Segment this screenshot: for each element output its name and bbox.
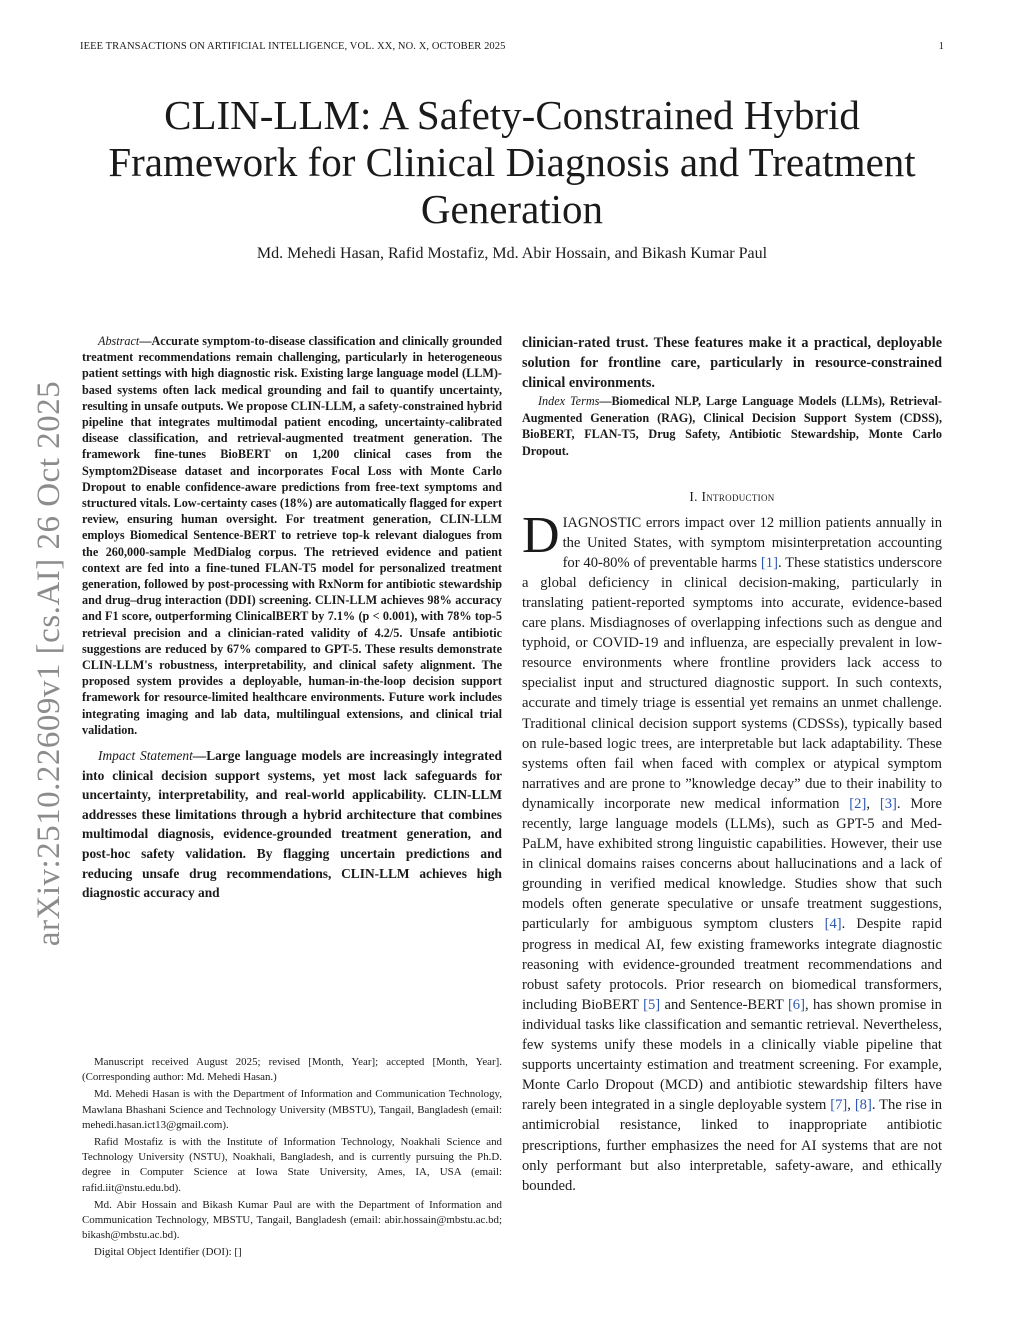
citation-3[interactable]: [3] [879,795,897,812]
citation-2[interactable]: [2] [849,795,867,812]
citation-4[interactable]: [4] [824,916,842,933]
footnote-manuscript: Manuscript received August 2025; revised [Month, Year]; accepted [Month, Year]. (Corresponding author: Md. Mehedi Hasan.) [82,1056,502,1084]
footnote-author-2: Rafid Mostafiz is with the Institute of Information Technology, Noakhali Science and Technology University (NSTU), Noakhali, Bangladesh, and is currently pursuing the Ph.D. degree in Computer Science at Iowa State University, Ames, IA, USA (email: rafid.iit@nstu.edu.bd). [82,1136,502,1194]
abstract-label: Abstract [98,334,140,348]
drop-cap: D [522,506,560,564]
introduction-paragraph [522,506,942,1196]
impact-text: Large language models are increasingly integrated into clinical decision support systems, yet most lack safeguards for uncertainty, interpretability, and real-world applicability. CLIN-LLM addresses these limitations through a hybrid architecture that combines multimodal diagnosis, evidence-grounded treatment generation, and post-hoc safety validation. By flagging uncertain predictions and reducing unsafe drug recommendations, CLIN-LLM achieves high diagnostic accuracy and [82,748,502,901]
section-title: Introduction [701,489,775,504]
section-number: I. [689,489,698,504]
citation-6[interactable]: [6] [787,996,805,1013]
citation-8[interactable]: [8] [854,1097,872,1114]
journal-name: IEEE TRANSACTIONS ON ARTIFICIAL INTELLIGENCE, VOL. XX, NO. X, OCTOBER 2025 [80,41,506,52]
intro-text-2: . These statistics underscore a global deficiency in clinical decision-making, particularly in translating patient-reported symptoms into accurate, evidence-based care plans. Misdiagnoses of overlapping infections such as dengue and typhoid, or COVID-19 and influenza, are especially prevalent in low-resource environments where frontline providers lack access to specialist input and structured diagnostic support. In such contexts, accurate and timely triage is essential yet remains an unmet challenge. Traditional clinical decision support systems (CDSSs), typically based on rule-based logic trees, are interpretable but lack adaptability. These systems often fail when faced with complex or atypical symptom narratives and are prone to ”knowledge decay” due to their inability to dynamically incorporate new medical information [522,554,942,812]
intro-text-5: . Despite rapid progress in medical AI, few existing frameworks integrate diagnostic reasoning with evidence-grounded treatment recommendations and robust safety protocols. Prior research on biomedical transformers, including BioBERT [522,916,942,1013]
index-terms-label: Index Terms [538,394,600,408]
left-column [82,333,502,903]
footnotes [82,1055,502,1263]
index-terms-text: Biomedical NLP, Large Language Models (LLMs), Retrieval-Augmented Generation (RAG), Clinical Decision Support System (CDSS), BioBERT, FLAN-T5, Drug Safety, Antibiotic Stewardship, Monte Carlo Dropout. [522,394,942,458]
citation-1[interactable]: [1] [760,554,778,571]
section-heading [522,487,942,507]
arxiv-identifier: arXiv:2510.22609v1 [cs.AI] 26 Oct 2025 [31,380,68,946]
footnote-author-1: Md. Mehedi Hasan is with the Department of Information and Communication Technology, Mawlana Bhashani Science and Technology University (MBSTU), Tangail, Bangladesh (email: mehedi.hasan.ict13@gmail.com). [82,1088,502,1131]
right-column [522,333,942,1196]
intro-text-8: , [847,1097,855,1114]
intro-text-4: . More recently, large language models (LLMs), such as GPT-5 and Med-PaLM, have exhibited strong linguistic capabilities. However, their use in clinical domains raises concerns about hallucinations and a lack of grounding in verified medical knowledge. Studies show that such models often generate speculative or unsafe treatment suggestions, particularly for ambiguous symptom clusters [522,795,942,933]
index-terms: Index Terms—Biomedical NLP, Large Language Models (LLMs), Retrieval-Augmented Generation (RAG), Clinical Decision Support System (CDSS), BioBERT, FLAN-T5, Drug Safety, Antibiotic Stewardship, Monte Carlo Dropout. [522,394,942,458]
arxiv-stamp [30,378,70,948]
running-header [80,41,944,52]
intro-text-7: , has shown promise in individual tasks like classification and semantic retrieval. Nevertheless, few systems unify these models in a clinically viable pipeline that supports uncertainty estimation and treatment screening. For example, Monte Carlo Dropout (MCD) and antibiotic stewardship filters have rarely been integrated in a single deployable system [522,996,942,1114]
first-word: IAGNOSTIC [562,514,642,531]
impact-continuation: clinician-rated trust. These features make it a practical, deployable solution for frontline care, particularly in resource-constrained clinical environments. [522,335,942,391]
citation-7[interactable]: [7] [830,1097,848,1114]
impact-statement: Impact Statement—Large language models are increasingly integrated into clinical decision support systems, yet most lack safeguards for uncertainty, interpretability, and real-world applicability. CLIN-LLM addresses these limitations through a hybrid architecture that combines multimodal diagnosis, evidence-grounded treatment generation, and post-hoc safety validation. By flagging uncertain predictions and reducing unsafe drug recommendations, CLIN-LLM achieves high diagnostic accuracy and [82,748,502,901]
page-number: 1 [938,41,944,52]
footnote-author-3-4: Md. Abir Hossain and Bikash Kumar Paul are with the Department of Information and Communication Technology, MBSTU, Tangail, Bangladesh (email: abir.hossain@mbstu.ac.bd; bikash@mbstu.ac.bd). [82,1198,502,1242]
impact-label: Impact Statement [98,748,193,764]
author-list: Md. Mehedi Hasan, Rafid Mostafiz, Md. Abir Hossain, and Bikash Kumar Paul [256,245,768,262]
intro-text-3: , [866,795,880,812]
intro-text-9: . The rise in antimicrobial resistance, linked to inappropriate antibiotic prescriptions, further emphasizes the need for AI systems that are not only performant but also interpretable, safety-aware, and ethically bounded. [522,1097,942,1194]
citation-5[interactable]: [5] [643,996,661,1013]
paper-title: CLIN-LLM: A Safety-Constrained Hybrid Framework for Clinical Diagnosis and Treatment Generation [108,92,916,232]
intro-text-6: and Sentence-BERT [660,996,788,1013]
footnote-doi: Digital Object Identifier (DOI): [] [94,1246,242,1259]
abstract: Abstract—Accurate symptom-to-disease classification and clinically grounded treatment recommendations remain challenging, particularly in heterogeneous patient settings with high diagnostic risk. Existing large language model (LLM)-based systems often lack medical grounding and fail to quantify uncertainty, resulting in unsafe outputs. We propose CLIN-LLM, a safety-constrained hybrid pipeline that integrates multimodal patient encoding, uncertainty-calibrated disease classification, and retrieval-augmented treatment generation. The framework fine-tunes BioBERT on 1,200 clinical cases from the Symptom2Disease dataset and incorporates Focal Loss with Monte Carlo Dropout to enable confidence-aware predictions from free-text symptoms and structured vitals. Low-certainty cases (18%) are automatically flagged for expert review, ensuring human oversight. For treatment generation, CLIN-LLM employs Biomedical Sentence-BERT to retrieve top-k relevant dialogues from the 260,000-sample MedDialog corpus. The retrieved evidence and patient context are fed into a fine-tuned FLAN-T5 model for personalized treatment generation, followed by post-processing with RxNorm for antibiotic stewardship and drug–drug interaction (DDI) screening. CLIN-LLM achieves 98% accuracy and F1 score, outperforming ClinicalBERT by 7.1% (p < 0.001), with 78% top-5 retrieval precision and a clinician-rated validity of 4.2/5. Unsafe antibiotic suggestions are reduced by 67% compared to GPT-5. These results demonstrate CLIN-LLM's robustness, interpretability, and clinical safety alignment. The proposed system provides a deployable, human-in-the-loop decision support framework for resource-limited healthcare environments. Future work includes integrating imaging and lab data, multilingual extensions, and clinical trial validation. [82,334,502,737]
intro-text-1: errors impact over 12 million patients annually in the United States, with symptom misinterpretation accounting for 40-80% of preventable harms [562,514,942,571]
abstract-text: Accurate symptom-to-disease classification and clinically grounded treatment recommendations remain challenging, particularly in heterogeneous patient settings with high diagnostic risk. Existing large language model (LLM)-based systems often lack medical grounding and fail to quantify uncertainty, resulting in unsafe outputs. We propose CLIN-LLM, a safety-constrained hybrid pipeline that integrates multimodal patient encoding, uncertainty-calibrated disease classification, and retrieval-augmented treatment generation. The framework fine-tunes BioBERT on 1,200 clinical cases from the Symptom2Disease dataset and incorporates Focal Loss with Monte Carlo Dropout to enable confidence-aware predictions from free-text symptoms and structured vitals. Low-certainty cases (18%) are automatically flagged for expert review, ensuring human oversight. For treatment generation, CLIN-LLM employs Biomedical Sentence-BERT to retrieve top-k relevant dialogues from the 260,000-sample MedDialog corpus. The retrieved evidence and patient context are fed into a fine-tuned FLAN-T5 model for personalized treatment generation, followed by post-processing with RxNorm for antibiotic stewardship and drug–drug interaction (DDI) screening. CLIN-LLM achieves 98% accuracy and F1 score, outperforming ClinicalBERT by 7.1% (p < 0.001), with 78% top-5 retrieval precision and a clinician-rated validity of 4.2/5. Unsafe antibiotic suggestions are reduced by 67% compared to GPT-5. These results demonstrate CLIN-LLM's robustness, interpretability, and clinical safety alignment. The proposed system provides a deployable, human-in-the-loop decision support framework for resource-limited healthcare environments. Future work includes integrating imaging and lab data, multilingual extensions, and clinical trial validation. [82,334,502,737]
